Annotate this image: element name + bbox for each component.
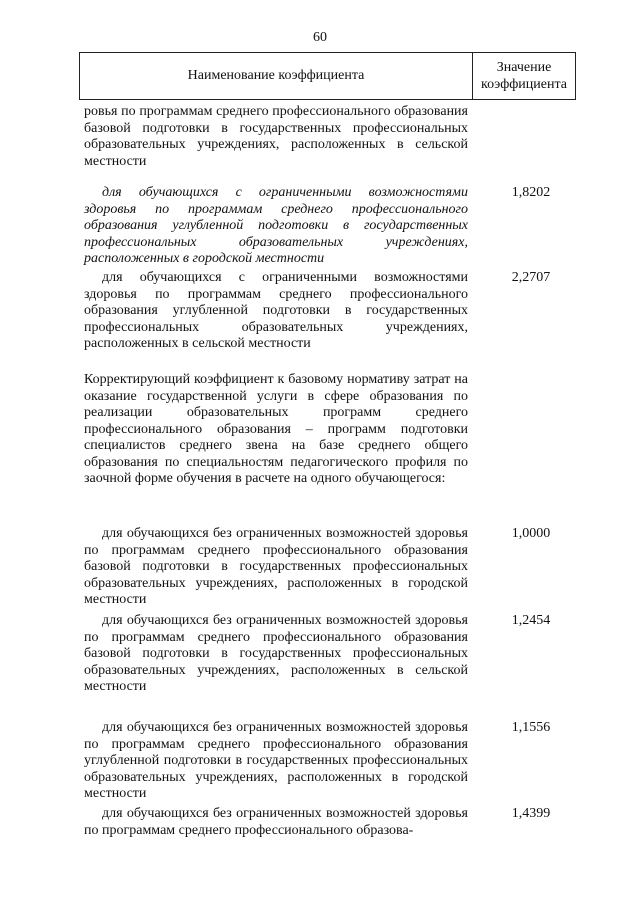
value-header-line1: Значение [496,60,552,75]
column-header-name: Наименование коэффициента [187,68,365,83]
row-value: 1,8202 [511,185,551,200]
row-value: 1,2454 [511,613,551,628]
row-value: 1,4399 [511,806,551,821]
row-value: 2,2707 [511,270,551,285]
row-value: 1,0000 [511,526,551,541]
row-text: для обучающихся с ограниченными возможностями здоровья по программам среднего профессионального образования углубленной подготовки в государственных профессиональных образовательных учреждениях, расположенных в городской местности [84,185,468,266]
section-heading: Корректирующий коэффициент к базовому нормативу затрат на оказание государственной услуги в сфере образования по реализации образовательных программ среднего профессионального образования – программ подготовки специалистов среднего звена на базе среднего общего образования по специальностям педагогического профиля по заочной форме обучения в расчете на одного обучающегося: [84,372,468,486]
table-header [79,52,576,100]
page-number: 60 [313,30,327,45]
row-value: 1,1556 [511,720,551,735]
continuation-text: ровья по программам среднего профессионального образования базовой подготовки в государственных профессиональных образовательных учреждениях, расположенных в сельской местности [84,104,468,169]
row-text: для обучающихся без ограниченных возможностей здоровья по программам среднего профессионального образова- [84,806,468,838]
row-text: для обучающихся без ограниченных возможностей здоровья по программам среднего профессионального образования базовой подготовки в государственных профессиональных образовательных учреждениях, расположенных в сельской местности [84,613,468,694]
column-header-value [473,59,575,93]
value-header-line2: коэффициента [481,77,567,92]
row-text: для обучающихся без ограниченных возможностей здоровья по программам среднего профессионального образования углубленной подготовки в государственных профессиональных образовательных учреждениях, расположенных в городской местности [84,720,468,801]
row-text: для обучающихся с ограниченными возможностями здоровья по программам среднего профессионального образования углубленной подготовки в государственных профессиональных образовательных учреждениях, расположенных в сельской местности [84,270,468,351]
row-text: для обучающихся без ограниченных возможностей здоровья по программам среднего профессионального образования базовой подготовки в государственных профессиональных образовательных учреждениях, расположенных в городской местности [84,526,468,607]
